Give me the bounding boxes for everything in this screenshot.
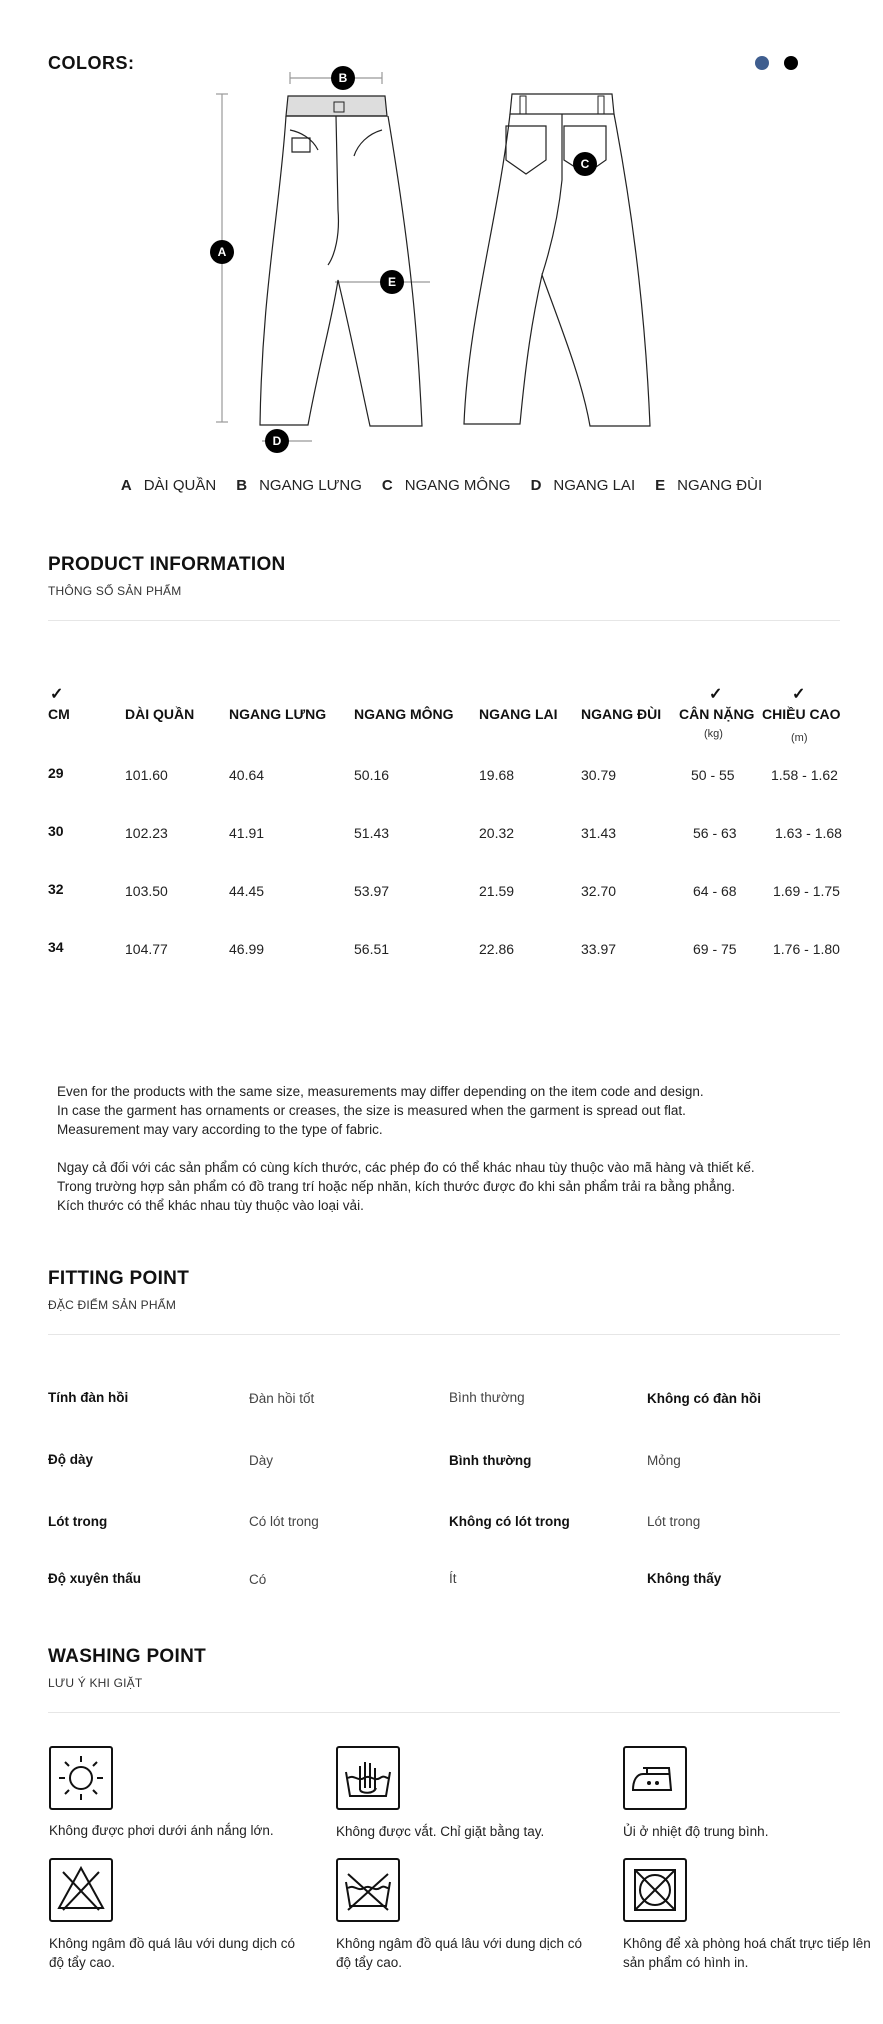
- fit-option-selected: Không thấy: [647, 1571, 722, 1586]
- hip-cell: 53.97: [354, 883, 390, 899]
- no-soak-icon: [336, 1858, 400, 1922]
- note-vi-line: Kích thước có thể khác nhau tùy thuộc vào loại vải.: [57, 1198, 364, 1213]
- weight-cell: 64 - 68: [693, 883, 737, 899]
- fit-label-thickness: Độ dày: [48, 1452, 94, 1467]
- weight-unit: (kg): [704, 728, 723, 740]
- height-cell: 1.69 - 1.75: [773, 883, 840, 899]
- badge-d: D: [265, 429, 289, 453]
- pants-back-drawing: [464, 94, 650, 426]
- washing-title: WASHING POINT: [48, 1646, 207, 1667]
- col-header-weight: CÂN NẶNG: [679, 706, 755, 722]
- fit-option-selected: Không có lót trong: [449, 1514, 570, 1529]
- col-header-thigh: NGANG ĐÙI: [581, 706, 662, 722]
- col-header-cm: CM: [48, 706, 70, 722]
- fit-label-elasticity: Tính đàn hồi: [48, 1390, 129, 1405]
- fit-option-selected: Bình thường: [449, 1453, 532, 1468]
- wash-instruction: Không được vắt. Chỉ giặt bằng tay.: [336, 1824, 545, 1839]
- height-cell: 1.76 - 1.80: [773, 941, 840, 957]
- check-icon-height: ✓: [792, 686, 806, 703]
- fit-option: Dày: [249, 1453, 274, 1468]
- fit-option: Có lót trong: [249, 1514, 319, 1529]
- size-cell: 34: [48, 939, 64, 955]
- hip-cell: 50.16: [354, 767, 390, 783]
- fit-option: Bình thường: [449, 1390, 525, 1405]
- note-en-line: Measurement may vary according to the type of fabric.: [57, 1122, 383, 1137]
- legend-item-c: C NGANG MÔNG: [381, 477, 511, 494]
- legend-item-d: D NGANG LAI: [530, 477, 636, 494]
- wash-instruction: Không được phơi dưới ánh nắng lớn.: [49, 1823, 274, 1838]
- size-cell: 30: [48, 823, 64, 839]
- check-icon-cm: ✓: [50, 686, 64, 703]
- badge-b: B: [331, 66, 355, 90]
- wash-instruction: Ủi ở nhiệt độ trung bình.: [623, 1824, 769, 1839]
- fit-option: Lót trong: [647, 1514, 701, 1529]
- fit-option: Ít: [449, 1571, 457, 1586]
- hem-cell: 21.59: [479, 883, 515, 899]
- badge-e: E: [380, 270, 404, 294]
- weight-cell: 50 - 55: [691, 767, 735, 783]
- length-cell: 103.50: [125, 883, 168, 899]
- waist-cell: 40.64: [229, 767, 265, 783]
- fit-label-lining: Lót trong: [48, 1514, 108, 1529]
- length-cell: 104.77: [125, 941, 168, 957]
- note-vi-line: Trong trường hợp sản phẩm có đồ trang trí hoặc nếp nhăn, kích thước được đo khi sản phẩm trải ra bằng phẳng.: [57, 1179, 736, 1194]
- thigh-cell: 32.70: [581, 883, 617, 899]
- size-cell: 29: [48, 765, 64, 781]
- badge-a: A: [210, 240, 234, 264]
- height-cell: 1.63 - 1.68: [775, 825, 842, 841]
- iron-medium-icon: [623, 1746, 687, 1810]
- size-cell: 32: [48, 881, 64, 897]
- col-header-waist: NGANG LƯNG: [229, 706, 327, 722]
- waist-cell: 46.99: [229, 941, 265, 957]
- hip-cell: 56.51: [354, 941, 390, 957]
- col-header-hem: NGANG LAI: [479, 706, 558, 722]
- fit-option-selected: Không có đàn hồi: [647, 1391, 761, 1406]
- divider: [48, 1712, 840, 1713]
- badge-c: C: [573, 152, 597, 176]
- fitting-subtitle: ĐẶC ĐIỂM SẢN PHẨM: [48, 1298, 177, 1312]
- fit-option: Đàn hồi tốt: [249, 1391, 315, 1406]
- waist-cell: 44.45: [229, 883, 265, 899]
- height-unit: (m): [791, 732, 808, 744]
- no-bleach-icon: [49, 1858, 113, 1922]
- pants-diagram: [150, 60, 710, 460]
- color-swatch-black[interactable]: [784, 56, 798, 70]
- product-info-title: PRODUCT INFORMATION: [48, 554, 286, 575]
- height-cell: 1.58 - 1.62: [771, 767, 838, 783]
- wash-instruction: Không để xà phòng hoá chất trực tiếp lên sản phẩm có hình in.: [623, 1936, 871, 1970]
- product-info-subtitle: THÔNG SỐ SẢN PHẨM: [48, 584, 182, 598]
- wash-instruction: Không ngâm đồ quá lâu với dung dịch có độ tẩy cao.: [49, 1936, 296, 1970]
- measurement-notes: [57, 1082, 755, 1215]
- no-tumble-dry-icon: [623, 1858, 687, 1922]
- fit-label-transparency: Độ xuyên thấu: [48, 1571, 142, 1586]
- weight-cell: 56 - 63: [693, 825, 737, 841]
- colors-title: COLORS:: [48, 53, 135, 73]
- sun-icon: [49, 1746, 113, 1810]
- thigh-cell: 31.43: [581, 825, 617, 841]
- legend-item-e: E NGANG ĐÙI: [655, 477, 763, 494]
- wash-instruction: Không ngâm đồ quá lâu với dung dịch có độ tẩy cao.: [336, 1936, 583, 1970]
- length-cell: 101.60: [125, 767, 168, 783]
- thigh-cell: 30.79: [581, 767, 617, 783]
- thigh-cell: 33.97: [581, 941, 617, 957]
- divider: [48, 1334, 840, 1335]
- hip-cell: 51.43: [354, 825, 390, 841]
- check-icon-weight: ✓: [709, 686, 723, 703]
- measurement-legend: [0, 477, 883, 494]
- note-vi-line: Ngay cả đối với các sản phẩm có cùng kích thước, các phép đo có thể khác nhau tùy thuộc vào mã hàng và thiết kế.: [57, 1160, 755, 1175]
- hem-cell: 20.32: [479, 825, 515, 841]
- col-header-height: CHIỀU CAO: [762, 706, 841, 722]
- length-cell: 102.23: [125, 825, 168, 841]
- legend-item-a: A DÀI QUẦN: [120, 477, 217, 494]
- hand-wash-icon: [336, 1746, 400, 1810]
- col-header-length: DÀI QUẦN: [125, 706, 195, 722]
- fitting-title: FITTING POINT: [48, 1268, 190, 1289]
- col-header-hip: NGANG MÔNG: [354, 706, 454, 722]
- legend-item-b: B NGANG LƯNG: [236, 477, 362, 494]
- weight-cell: 69 - 75: [693, 941, 737, 957]
- hem-cell: 19.68: [479, 767, 515, 783]
- divider: [48, 620, 840, 621]
- pants-front-drawing: [216, 72, 430, 441]
- waist-cell: 41.91: [229, 825, 265, 841]
- hem-cell: 22.86: [479, 941, 515, 957]
- washing-subtitle: LƯU Ý KHI GIẶT: [48, 1676, 143, 1690]
- note-en-line: Even for the products with the same size, measurements may differ depending on the item code and design.: [57, 1084, 704, 1099]
- fit-option: Mỏng: [647, 1453, 681, 1468]
- fit-option: Có: [249, 1572, 267, 1587]
- note-en-line: In case the garment has ornaments or creases, the size is measured when the garment is spread out flat.: [57, 1103, 686, 1118]
- color-swatch-blue[interactable]: [755, 56, 769, 70]
